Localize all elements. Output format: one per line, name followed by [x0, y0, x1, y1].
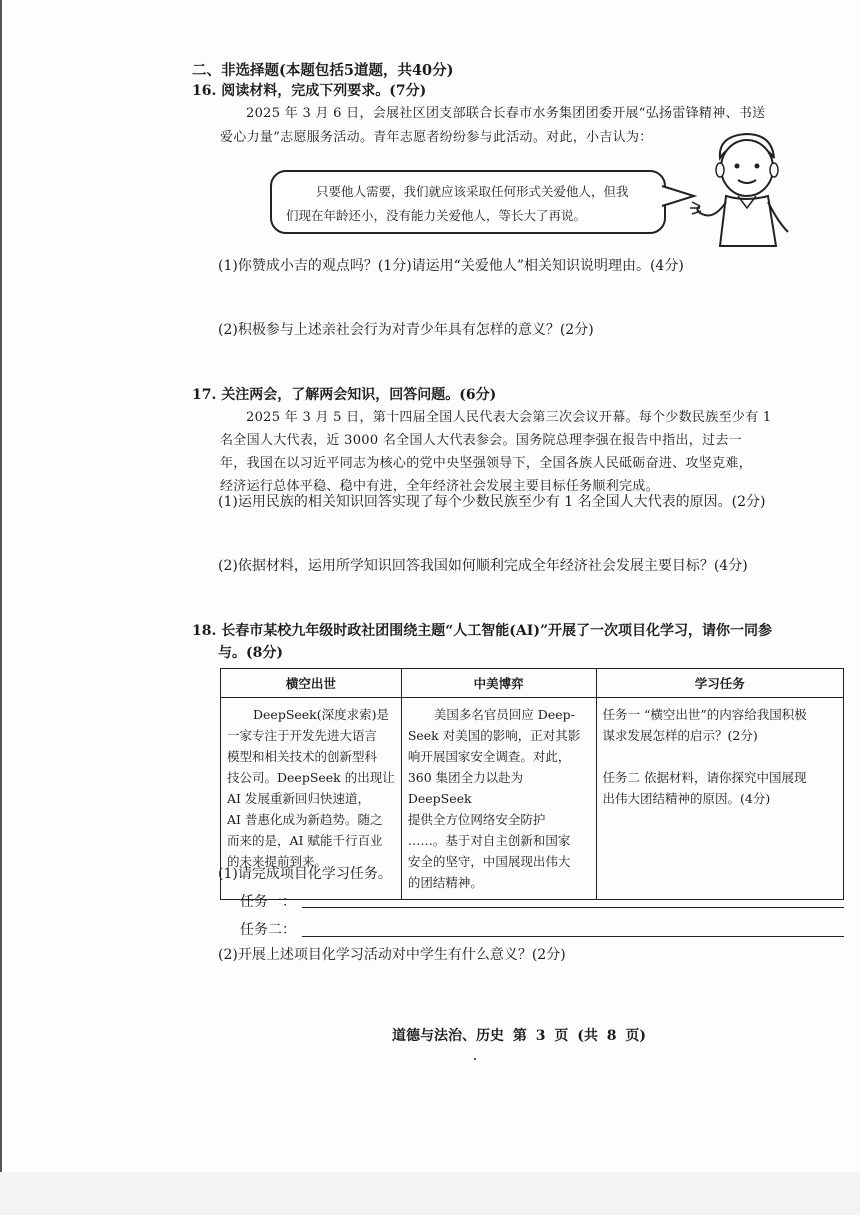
game-line: 响开展国家安全调查。对此， — [407, 749, 571, 764]
game-line: ……。基于对自主创新和国家 — [407, 833, 571, 848]
origin-line: 模型和相关技术的创新型科 — [227, 749, 378, 764]
table-header-col2: 中美博弈 — [401, 669, 596, 698]
q16-sub1: (1)你赞成小吉的观点吗？(1分)请运用“关爱他人”相关知识说明理由。(4分) — [218, 258, 684, 274]
q18-title-line-2: 与。(8分) — [218, 645, 283, 661]
origin-line: AI 普惠化成为新趋势。随之 — [227, 812, 383, 827]
q18-title-line-1: 18. 长春市某校九年级时政社团围绕主题“人工智能(AI)”开展了一次项目化学习，请你一同参 — [192, 623, 772, 639]
origin-line: 技公司。DeepSeek 的出现让 — [227, 770, 395, 785]
task1-answer-label: 任务一： — [240, 894, 296, 910]
section-header: 二、非选择题(本题包括5道题，共40分) — [192, 62, 454, 79]
boy-cartoon-icon — [680, 128, 810, 248]
game-line: 的团结精神。 — [407, 875, 483, 890]
q17-sub2: (2)依据材料，运用所学知识回答我国如何顺利完成全年经济社会发展主要目标？(4分) — [218, 558, 748, 574]
q16-material-line-2: 爱心力量”志愿服务活动。青年志愿者纷纷参与此活动。对此，小吉认为： — [220, 130, 653, 145]
origin-line: 的未来提前到来。 — [227, 854, 328, 869]
q17-material-line-1: 2025 年 3 月 5 日，第十四届全国人民代表大会第三次会议开幕。每个少数民族至少有 1 — [246, 410, 772, 425]
origin-line: AI 发展重新回归快速道， — [227, 791, 370, 806]
q16-material-line-1: 2025 年 3 月 6 日，会展社区团支部联合长春市水务集团团委开展“弘扬雷锋精神、书送 — [246, 106, 766, 121]
table-header-col3: 学习任务 — [596, 669, 843, 698]
q16-sub2: (2)积极参与上述亲社会行为对青少年具有怎样的意义？(2分) — [218, 322, 594, 338]
q17-title: 17. 关注两会，了解两会知识，回答问题。(6分) — [192, 387, 497, 403]
bubble-line-2: 们现在年龄还小，没有能力关爱他人，等长大了再说。 — [286, 208, 587, 223]
task2-line: 出伟大团结精神的原因。(4分) — [602, 791, 771, 806]
page-footer: 道德与法治、历史 第 3 页 (共 8 页) — [392, 1028, 646, 1044]
origin-line: 而来的是，AI 赋能千行百业 — [227, 833, 383, 848]
q17-sub1: (1)运用民族的相关知识回答实现了每个少数民族至少有 1 名全国人大代表的原因。(2分) — [218, 494, 766, 510]
speech-bubble — [270, 170, 666, 234]
table-cell-tasks — [596, 698, 843, 900]
table-header-col1: 横空出世 — [221, 669, 402, 698]
bubble-line-1: 只要他人需要，我们就应该采取任何形式关爱他人，但我 — [316, 184, 629, 199]
task2-answer-line[interactable] — [302, 936, 844, 937]
task1-answer-line[interactable] — [302, 907, 844, 908]
bottom-margin — [0, 1172, 860, 1215]
task2-line: 任务二 依据材料，请你探究中国展现 — [602, 770, 807, 785]
q17-material-line-3: 年，我国在以习近平同志为核心的党中央坚强领导下，全国各族人民砥砺奋进、攻坚克难， — [220, 456, 753, 471]
game-line: 安全的坚守，中国展现出伟大 — [407, 854, 571, 869]
table-cell-game — [401, 698, 596, 900]
game-line: Seek 对美国的影响，正对其影 — [407, 728, 581, 743]
task2-answer-label: 任务二： — [240, 922, 296, 938]
q17-material-line-4: 经济运行总体平稳、稳中有进，全年经济社会发展主要目标任务顺利完成。 — [220, 479, 659, 494]
game-line: 美国多名官员回应 Deep- — [433, 707, 575, 722]
origin-line: 一家专注于开发先进大语言 — [227, 728, 378, 743]
game-line: 提供全方位网络安全防护 — [407, 812, 546, 827]
game-line: 360 集团全力以赴为 DeepSeek — [407, 770, 524, 806]
q18-sub1: (1)请完成项目化学习任务。 — [218, 866, 392, 882]
q17-material-line-2: 名全国人大代表，近 3000 名全国人大代表参会。国务院总理李强在报告中指出，过去一 — [220, 433, 742, 448]
speck — [474, 1058, 476, 1060]
task1-line: 谋求发展怎样的启示？(2分) — [602, 728, 758, 743]
origin-line: DeepSeek(深度求索)是 — [253, 707, 390, 722]
q18-sub2: (2)开展上述项目化学习活动对中学生有什么意义？(2分) — [218, 947, 566, 963]
task1-line: 任务一 “横空出世”的内容给我国积极 — [602, 707, 807, 722]
q16-title: 16. 阅读材料，完成下列要求。(7分) — [192, 83, 427, 99]
